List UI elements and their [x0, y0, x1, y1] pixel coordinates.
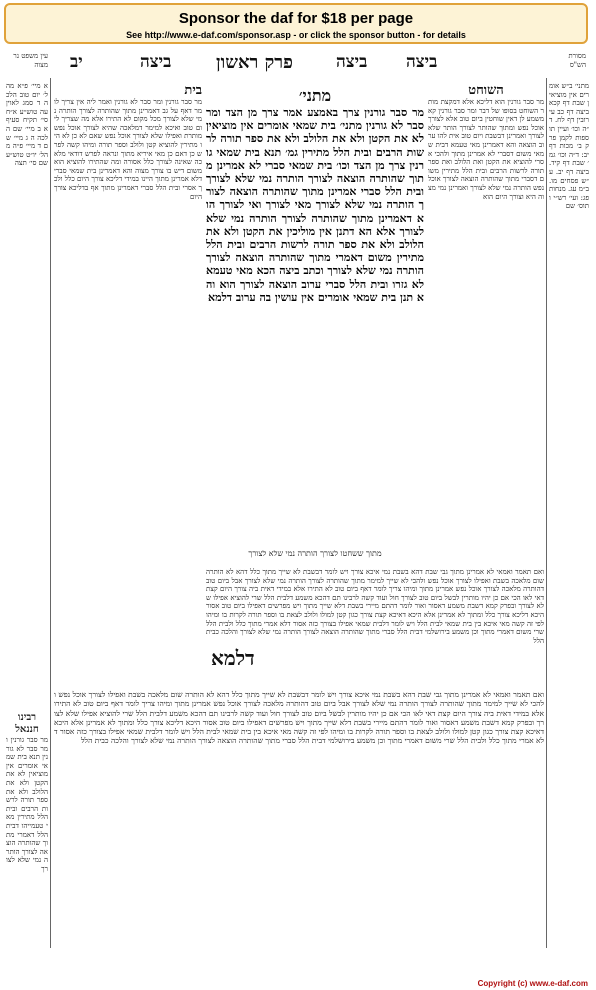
- page-number: יב: [70, 52, 83, 72]
- right-margin-label: מסורת הש"ס: [568, 52, 586, 69]
- left-margin-rule: [50, 78, 51, 948]
- tractate-center: ביצה: [336, 52, 368, 72]
- ein-mishpat-text: א מיי׳ פ״א מהל׳ יום טוב הלכה ד סמג לאוין עה טוש״ע א״ח סי׳ תקיח סעיף א ב מיי׳ שם הלכה ה ג מיי׳ שם ד מיי׳ פ״ה מהל׳ יו״ט טוש״ע שם סי׳ תצה: [6, 82, 48, 168]
- masoret-hashas-text: מתני׳ ב״ש אומרים אין מוציאין שבת דף קכא ביצה דף כב עירובין דף לח. ד״ה וכו׳ ועיין תוספות לקמן פרק ב׳ מכות דף יב: ד״ה וכו׳ גמ׳ שבת דף קיד. ביצה דף יב. ע״ש פסחים מו. ב״מ עג. מנחות פג: ועי׳ רש״י ותוס׳ שם: [549, 82, 589, 211]
- rashi-heading: השוחט: [468, 83, 504, 98]
- tosafot-column: [54, 82, 202, 682]
- gemara-column: [206, 86, 424, 544]
- tosafot-heading: בית: [184, 83, 202, 98]
- bottom-commentary-block: [54, 690, 544, 948]
- copyright-notice[interactable]: Copyright (c) www.e-daf.com: [477, 979, 588, 988]
- tractate-left: ביצה: [140, 52, 172, 72]
- dibbur-hamatchil-large: דלמא: [211, 646, 255, 670]
- page-header: [6, 50, 590, 80]
- mishnah-opening-word: מתני׳: [298, 86, 332, 105]
- rashi-text: מר סבר גורנין הוא דליכא אלא דמקצת מותר השוחט בסופו של דבר ומר סבר גורנין קא משמע לן דאין שוחטין ביום טוב אלא לצורך אוכל נפש ומתוך שהותר לצורך הותר שלא לצורך ואמרינן דבשבת ויום טוב אית להו ערוב הוצאה והא דאמרינן מאי טעמא דבית שמאי משום דסברי לא אמרינן מתוך ולהכי אסרי להוציא את הקטן ואת הלולב ואת ספר תורה לרשות הרבים ובית הלל מתירין משום דסברי מתוך שהותרה הוצאה לצורך אוכל נפש הותרה נמי שלא לצורך ואמרינן נמי מצוה היא וצורך היום הוא: [428, 98, 544, 201]
- sponsor-title: Sponsor the daf for $18 per page: [178, 10, 414, 27]
- right-margin-rule: [546, 78, 547, 948]
- left-margin-label: עין משפט נר מצוה: [13, 52, 48, 69]
- rabbeinu-chananel-column: [6, 712, 48, 948]
- ein-mishpat-column: [6, 82, 48, 702]
- bottom-commentary-text: ואם תאמר ואמאי לא אמרינן מתוך גבי שבת דהא בשבת נמי איכא צורך ויש לומר דבשבת לא שייך מתוך כלל דהא לא הותרה שום מלאכה בשבת ואפילו לצורך אוכל נפש ולהכי לא שייך למימר מתוך שהותרה לצורך הותרה נמי שלא לצורך אבל ביום טוב דהותרה מלאכה לצורך אוכל נפש אמרינן מתוך ומיהו צריך לומר דאף ביום טוב לא התירו אלא במידי דאית ביה צורך היום קצת דאי לאו הכי אם כן יהיו מותרין לבשל ביום טוב לצורך חול ועוד קשה לרבינו תם דהכא משמע דלבית הלל שרי להוציא אפילו שלא לצורך ובפרק קמא דשבת משמע דאסור ואור לומר דהתם מיירי בשבת דלא שייך מתוך ויש מפרשים דאפילו ביום טוב אסור היכא דליכא צורך כלל ומתוך לא אמרינן אלא היכא דאיכא קצת צורך כגון קטן למולו ולולב לצאת בו וספר תורה לקרות בו ומיהו לפי זה קשה מאי איכא בין בית שמאי לבית הלל ויש לומר דלבית שמאי אפילו בצורך כזה אסור דלא אמרי מתוך כלל ולבית הלל שרי משום דאמרי מתוך וכן משמע בירושלמי דבית הלל סברי מתוך שהותרה הוצאה לצורך הותרה נמי שלא לצורך והלכה כבית הלל: [54, 690, 544, 746]
- tractate-right: ביצה: [406, 52, 438, 72]
- gemara-end-line: מתוך ששחטו לצורך הותרה נמי שלא לצורך: [248, 550, 382, 558]
- gemara-text: מר סבר גורנין צרך באמצע אמר צרך מן הצד ומר סבר לא גורנין מתני׳ בית שמאי אומרים אין מוציאין לא את הקטן ולא את הלולב ולא את ספר תורה לרשות הרבים ובית הלל מתירין גמ׳ תנא בית שמאי גורנין צרך מן הצד וכו׳ בית שמאי סברי לא אמרינן מתוך שהותרה הוצאה לצורך הותרה נמי שלא לצורך ובית הלל סברי אמרינן מתוך שהותרה הוצאה לצורך הותרה נמי שלא לצורך מאי לצורך ואי לצורך הוא דאמרינן מתוך שהותרה לצורך הותרה נמי שלא לצורך אלא הא דתנן אין מוליכין את הקטן ולא את הלולב ולא את ספר תורה לרשות הרבים ובית הלל מתירין משום דאמרי מתוך שהותרה הוצאה לצורך הותרה נמי שלא לצורך וכתב ביצה הכא מאי טעמא לא גזרו ובית הלל סברי ערוב הוצאה לצורך הוא והא תנן בית שמאי אומרים אין עושין בה ערוב דלמא: [206, 106, 424, 304]
- chapter-title: פרק ראשון: [216, 52, 293, 73]
- masoret-hashas-column: [549, 82, 589, 948]
- rabbeinu-chananel-label: רבינו חננאל: [15, 712, 39, 735]
- sponsor-banner[interactable]: [4, 3, 588, 44]
- tosafot-text: מר סבר גורנין ומר סבר לא גורנין ואמר ליה אין צריך לומר דאף על גב דאמרינן מתוך שהותרה לצורך הותרה נמי שלא לצורך מכל מקום לא התירו אלא מה שצריך ליום טוב ואיכא למימר דמלאכה שהיא לצורך אוכל נפש מותרת ואפילו שלא לצורך אוכל נפש שאם לא כן לא היו מתירין להוציא קטן ולולב וספר תורה ומיהו קשה לפרש כן דאם כן מאי איריא מתוך ונראה לפרש דודאי מלאכה שאינה לצורך כלל אסורה ומה שהתירו להוציא הוא משום דיש בו צורך מצוה והא דאמרינן בית שמאי סברי דלא אמרינן מתוך היינו במידי דליכא צורך היום כלל ולכך אסרי ובית הלל סברי דאמרינן מתוך אף בדליכא צורך היום: [54, 98, 202, 201]
- commentary-middle-text: ואם תאמר ואמאי לא אמרינן מתוך גבי שבת דהא בשבת נמי איכא צורך ויש לומר דבשבת לא שייך מתוך כלל דהא לא הותרה שום מלאכה בשבת ואפילו לצורך אוכל נפש ולהכי לא שייך למימר מתוך שהותרה לצורך הותרה נמי שלא לצורך אבל ביום טוב דהותרה מלאכה לצורך אוכל נפש אמרינן מתוך ומיהו צריך לומר דאף ביום טוב לא התירו אלא במידי דאית ביה צורך היום קצת דאי לאו הכי אם כן יהיו מותרין לבשל ביום טוב לצורך חול ועוד קשה לרבינו תם דהכא משמע דלבית הלל שרי להוציא אפילו שלא לצורך ובפרק קמא דשבת משמע דאסור ואור לומר דהתם מיירי בשבת דלא שייך מתוך ויש מפרשים דאפילו ביום טוב אסור היכא דליכא צורך כלל ומתוך לא אמרינן אלא היכא דאיכא קצת צורך כגון קטן למולו ולולב לצאת בו וספר תורה לקרות בו ומיהו לפי זה קשה מאי איכא בין בית שמאי לבית הלל ויש לומר דלבית שמאי אפילו בצורך כזה אסור דלא אמרי מתוך כלל ולבית הלל שרי משום דאמרי מתוך וכן משמע בירושלמי דבית הלל סברי מתוך שהותרה הוצאה לצורך הותרה נמי שלא לצורך והלכה כבית הלל: [206, 568, 544, 645]
- talmud-page: [6, 50, 590, 975]
- commentary-middle-block: [206, 568, 544, 688]
- rabbeinu-chananel-text: מר סבר גורנין ומר סבר לא גורנין תנא בית שמאי אומרים אין מוציאין לא את הקטן ולא את הלולב ולא את ספר תורה לרשות הרבים ובית הלל מתירין מאי טעמייהו דבית הלל דאמרי מתוך שהותרה הוצאה לצורך הותרה נמי שלא לצורך: [6, 736, 48, 873]
- sponsor-link-text[interactable]: See http://www.e-daf.com/sponsor.asp - or click the sponsor button - for details: [126, 30, 466, 40]
